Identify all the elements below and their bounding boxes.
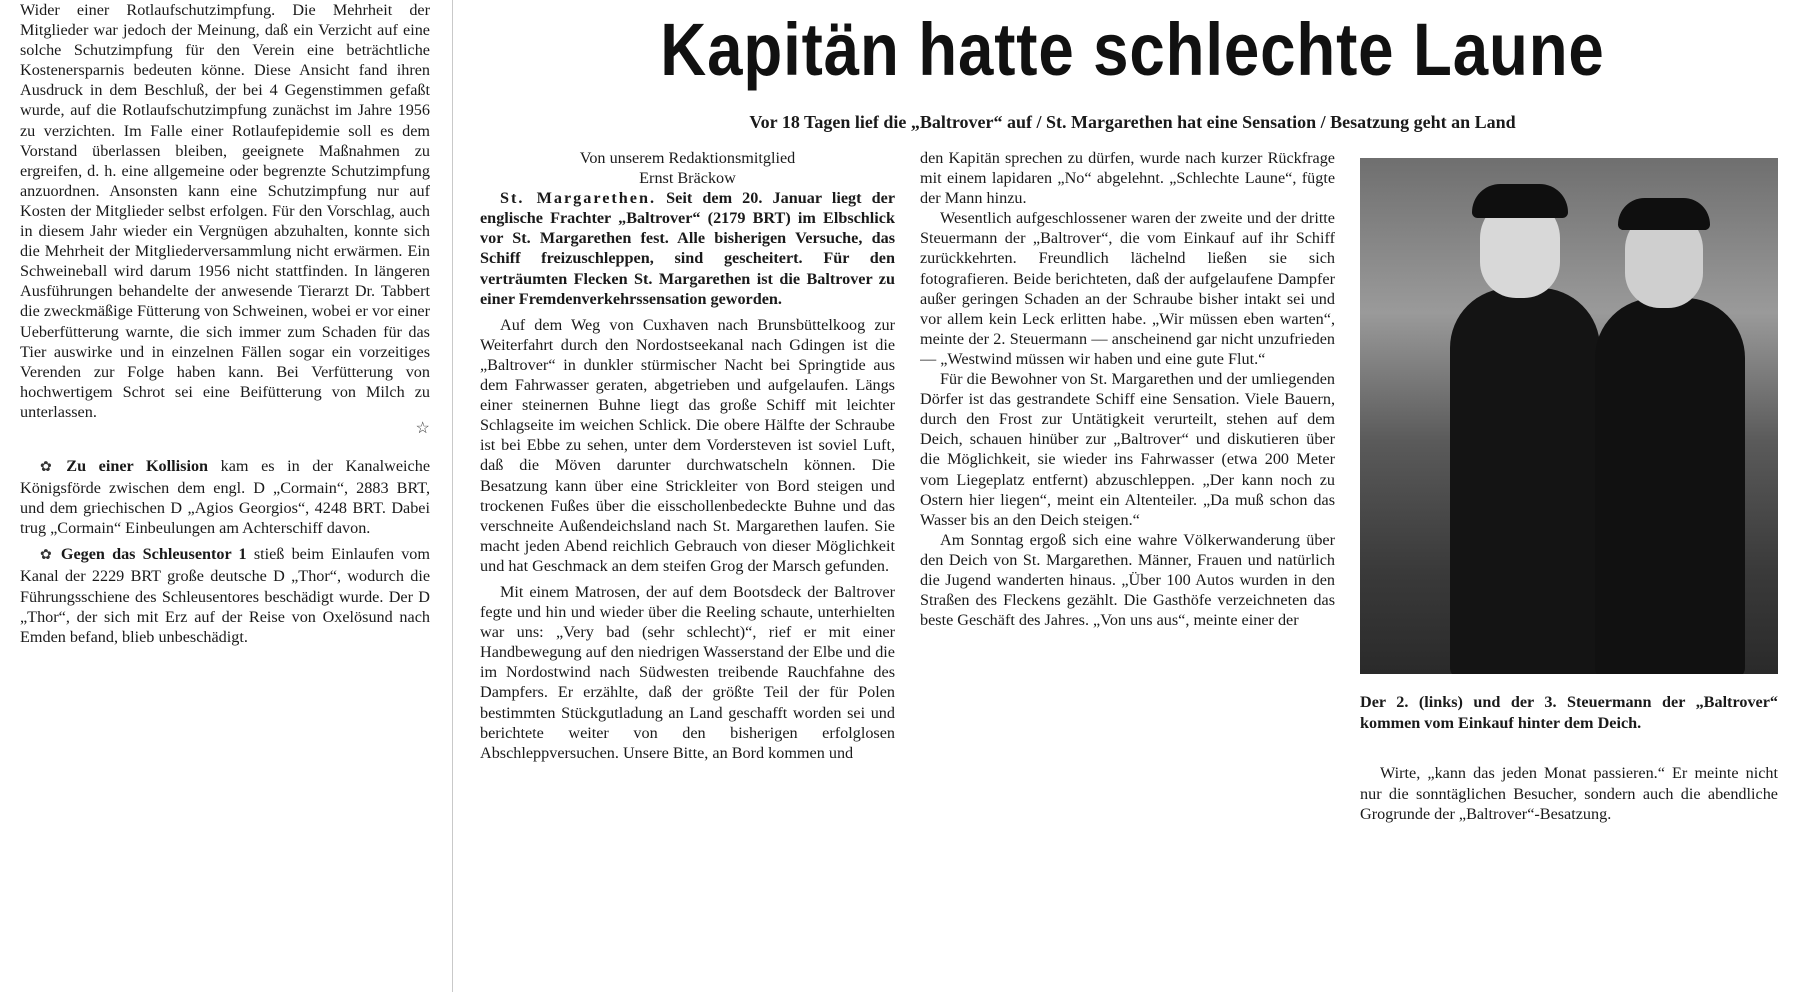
body-paragraph: den Kapitän sprechen zu dürfen, wurde nach kurzer Rückfrage mit einem lapidaren „No“ abgelehnt. „Schlechte Laune“, fügte der Mann hinzu. bbox=[920, 149, 1335, 208]
photo-caption: Der 2. (links) und der 3. Steuermann der „Baltrover“ kommen vom Einkauf hinter dem Deich. bbox=[1360, 693, 1778, 732]
news-item-body: kam es in der Kanalweiche Königsförde zwischen dem engl. D „Cormain“, 2883 BRT, und dem griechischen D „Agios Georgios“, 4248 BRT. Dabei trug „Cormain“ Einbeulungen am Achterschiff davon. bbox=[20, 456, 430, 538]
body-paragraph: Auf dem Weg von Cuxhaven nach Brunsbüttelkoog zur Weiterfahrt durch den Nordostseekanal nach Gdingen ist die „Baltrover“ in dunkler stürmischer Nacht bei Springtide aus dem Fahrwasser geraten, abgetrieben und aufgelaufen. Längs einer steinernen Buhne liegt das große Schiff mit leichter Schlagseite im weichen Schlick. Die obere Hälfte der Schraube ist bei Ebbe zu sehen, unter dem Vordersteven ist soviel Luft, daß die Möven darunter durchwatscheln können. Die Besatzung kann über eine Strickleiter von Bord steigen und trockenen Fußes über die eisschollenbedeckte Buhne und das verschneite Außendeichsland nach St. Margarethen laufen. Sie macht jeden Abend reichlich Gebrauch von dieser Möglichkeit und hat Geschmack an dem steifen Grog der Marsch gefunden. bbox=[480, 315, 895, 575]
article-column-1 bbox=[480, 148, 895, 992]
article-column-2 bbox=[920, 148, 1335, 992]
headline: Kapitän hatte schlechte Laune bbox=[660, 8, 1605, 91]
flower-icon: ✿ bbox=[40, 548, 55, 564]
photo-cap-left bbox=[1472, 184, 1568, 218]
body-paragraph: Für die Bewohner von St. Margarethen und der umliegenden Dörfer ist das gestrandete Schiff eine Sensation. Viele Bauern, durch den Frost zur Untätigkeit verurteilt, stehen auf dem Deich, schauen hinüber zur „Baltrover“ und diskutieren über die Möglichkeit, sie wieder ins Fahrwasser (etwa 200 Meter vom Liegeplatz entfernt) abzuschleppen. „Der kann noch zu Ostern hier liegen“, meint ein Altenteiler. „Da muß schon das Wasser bis an den Deich steigen.“ bbox=[920, 370, 1335, 529]
left-article-paragraph: Wider einer Rotlaufschutzimpfung. Die Mehrheit der Mitglieder war jedoch der Meinung, daß ein Verzicht auf eine solche Schutzimpfung für den Verein eine beträchtliche Kostenersparnis bedeuten könne. Diese Ansicht fand ihren Ausdruck in dem Beschluß, der bei 4 Gegenstimmen gefaßt wurde, auf die Rotlaufschutzimpfung zunächst im Jahre 1956 zu verzichten. Im Falle einer Rotlaufepidemie soll es dem Vorstand überlassen bleiben, geeignete Maßnahmen zu ergreifen, d. h. eine allgemeine oder begrenzte Schutzimpfung anzuordnen. Ansonsten kann eine Schutzimpfung nur auf Kosten der Mitglieder selbst erfolgen. Für den Vorschlag, auch in diesem Jahr wieder ein Vergnügen abzuhalten, konnte sich die Mehrheit der Mitgliederversammlung nicht erwärmen. Ein Schweineball wird darum 1956 nicht stattfinden. In längeren Ausführungen behandelte der anwesende Tierarzt Dr. Tabbert die zweckmäßige Fütterung von Schweinen, wobei er vor einer Ueberfütterung warnte, die sich immer zum Schaden für das Tier auswirke und in einzelnen Fällen sogar ein vorzeitiges Verenden zur Folge haben kann. Bei Verfütterung von hochwertigem Schrot sei eine Beifütterung von Milch zu unterlassen. bbox=[20, 1, 430, 421]
photo-figure-left bbox=[1450, 288, 1600, 674]
star-icon: ☆ bbox=[415, 418, 430, 437]
dateline: St. Margarethen. bbox=[500, 189, 657, 208]
body-paragraph: Mit einem Matrosen, der auf dem Bootsdeck der Baltrover fegte und hin und wieder über die Reeling schaute, unterhielten war uns: „Very bad (sehr schlecht)“, rief er mit einer Handbewegung auf den niedrigen Wasserstand der Elbe und die im Nordostwind nach Südwesten treibende Rauchfahne des Dampfers. Er erzählte, daß der größte Teil der für Polen bestimmten Stückgutladung an Land geschafft worden sei und berichtete weiter von den bisherigen erfolglosen Abschleppversuchen. Unsere Bitte, an Bord kommen und bbox=[480, 582, 895, 762]
lead-paragraph bbox=[480, 188, 895, 309]
news-item-heading: Gegen das Schleusentor 1 bbox=[60, 545, 247, 564]
news-item-body: stieß beim Einlaufen vom Kanal der 2229 BRT große deutsche D „Thor“, wodurch die Führungsschiene des Schleusentores beschädigt wurde. Der D „Thor“, der sich mit Erz auf der Reise von Oxelösund nach Emden befand, blieb unbeschädigt. bbox=[20, 545, 430, 646]
flower-icon: ✿ bbox=[40, 459, 61, 475]
lead-text: Seit dem 20. Januar liegt der englische Frachter „Baltrover“ (2179 BRT) im Elbschlick vor St. Margarethen fest. Alle bisherigen Versuche, das Schiff freizuschleppen, sind gescheitert. Für den verträumten Flecken St. Margarethen ist die Baltrover zu einer Fremdenverkehrssensation geworden. bbox=[480, 189, 895, 308]
column-divider bbox=[452, 0, 453, 992]
article-column-3 bbox=[1360, 763, 1778, 825]
photo-cap-right bbox=[1618, 198, 1710, 230]
body-paragraph: Wirte, „kann das jeden Monat passieren.“ Er meinte nicht nur die sonntäglichen Besucher, sondern auch die abendliche Grogrunde der „Baltrover“-Besatzung. bbox=[1360, 764, 1778, 823]
news-photo bbox=[1360, 158, 1778, 674]
body-paragraph: Wesentlich aufgeschlossener waren der zweite und der dritte Steuermann der „Baltrover“, die vom Einkauf auf ihr Schiff zurückkehrten. Freundlich lächelnd ließen sie sich fotografieren. Beide berichteten, daß der aufgelaufene Dampfer außer geringen Schaden an der Schraube bisher intakt sei und vor allem kein Leck erlitten habe. „Wir müssen eben warten“, meinte der 2. Steuermann — anscheinend gar nicht unzufrieden — „Westwind müssen wir haben und eine gute Flut.“ bbox=[920, 209, 1335, 368]
left-column bbox=[20, 0, 430, 990]
byline-author: Ernst Bräckow bbox=[639, 169, 736, 188]
subheadline: Vor 18 Tagen lief die „Baltrover“ auf / St. Margarethen hat eine Sensation / Besatzung geht an Land bbox=[749, 112, 1516, 132]
photo-figure-right bbox=[1595, 298, 1745, 674]
byline-line1: Von unserem Redaktionsmitglied bbox=[579, 149, 796, 167]
body-paragraph: Am Sonntag ergoß sich eine wahre Völkerwanderung über den Deich von St. Margarethen. Männer, Frauen und natürlich die Jugend wanderten hinaus. „Über 100 Autos wurden in den Straßen des Fleckens gezählt. Die Gasthöfe verzeichneten das beste Geschäft des Jahres. „Von uns aus“, meinte einer der bbox=[920, 530, 1335, 630]
news-item-heading: Zu einer Kollision bbox=[66, 456, 209, 475]
